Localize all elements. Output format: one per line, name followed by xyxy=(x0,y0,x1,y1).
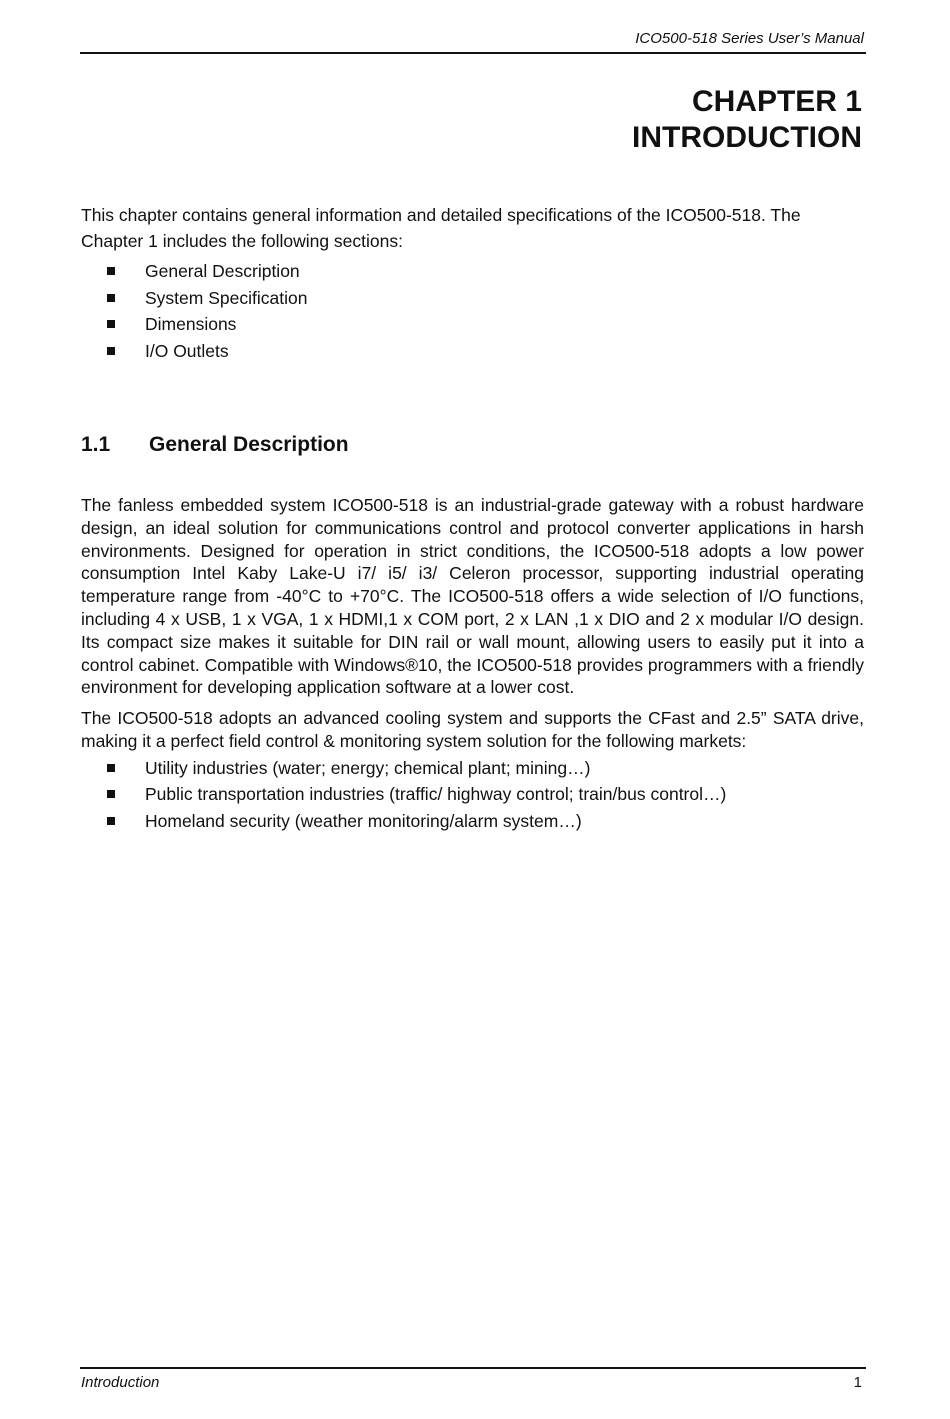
markets-list xyxy=(81,755,864,835)
intro-block xyxy=(81,202,864,364)
list-item: Utility industries (water; energy; chemical plant; mining…) xyxy=(81,755,864,782)
header-rule xyxy=(80,52,866,54)
bullet-square-icon xyxy=(107,347,115,355)
chapter-number: CHAPTER 1 xyxy=(691,85,862,118)
list-item: I/O Outlets xyxy=(81,338,864,365)
footer-rule xyxy=(80,1367,866,1369)
section-number: 1.1 xyxy=(81,433,111,456)
bullet-square-icon xyxy=(107,790,115,798)
chapter-heading xyxy=(632,84,862,156)
bullet-square-icon xyxy=(107,764,115,772)
section-list xyxy=(81,258,864,364)
bullet-square-icon xyxy=(107,817,115,825)
list-item: General Description xyxy=(81,258,864,285)
intro-paragraph: This chapter contains general information and detailed specifications of the ICO500-518. The Chapter 1 includes the following sections: xyxy=(81,205,801,251)
cooling-paragraph: The ICO500-518 adopts an advanced cooling system and supports the CFast and 2.5” SATA drive, making it a perfect field control & monitoring system solution for the following markets: xyxy=(81,708,864,751)
section-title: General Description xyxy=(149,433,349,456)
list-item: Homeland security (weather monitoring/alarm system…) xyxy=(81,808,864,835)
bullet-square-icon xyxy=(107,294,115,302)
list-item: System Specification xyxy=(81,285,864,312)
bullet-square-icon xyxy=(107,267,115,275)
bullet-square-icon xyxy=(107,320,115,328)
description-paragraph: The fanless embedded system ICO500-518 is an industrial-grade gateway with a robust hardware design, an ideal solution for communications control and protocol converter applications in harsh environments. Designed for operation in strict conditions, the ICO500-518 adopts a low power consumption Intel Kaby Lake-U i7/ i5/ i3/ Celeron processor, supporting industrial operating temperature range from -40°C to +70°C. The ICO500-518 offers a wide selection of I/O functions, including 4 x USB, 1 x VGA, 1 x HDMI,1 x COM port, 2 x LAN ,1 x DIO and 2 x modular I/O design. Its compact size makes it suitable for DIN rail or wall mount, allowing users to easily put it into a control cabinet. Compatible with Windows®10, the ICO500-518 provides programmers with a friendly environment for developing application software at a lower cost. xyxy=(81,495,864,698)
chapter-title: INTRODUCTION xyxy=(632,121,862,154)
general-description-block xyxy=(81,494,864,834)
section-heading xyxy=(81,433,349,457)
list-item: Dimensions xyxy=(81,311,864,338)
list-item: Public transportation industries (traffic/ highway control; train/bus control…) xyxy=(81,781,864,808)
footer-section-name: Introduction xyxy=(81,1374,160,1391)
page-number: 1 xyxy=(853,1374,862,1391)
running-header-title: ICO500-518 Series User’s Manual xyxy=(635,30,864,47)
